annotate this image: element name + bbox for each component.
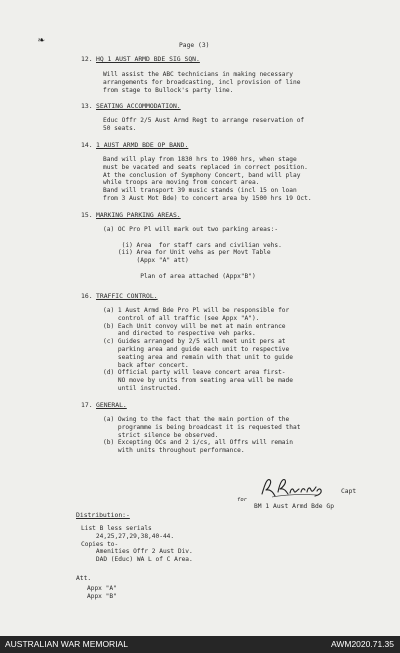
signature-rank: Capt [341,488,357,495]
section-heading: MARKING PARKING AREAS. [96,211,181,219]
section-body: Band will play from 1830 hrs to 1900 hrs, when stage must be vacated and seats replaced in correct position. At the conclusion of Symphony Concert, band will play while troops are moving from concert area. Band will transport 39 music stands (incl 15 on loan from 3 Aust Mot Bde) to concert area by 1500 hrs 19 Oct. [103,156,312,202]
distribution-heading: Distribution:- [76,511,130,519]
section-heading: SEATING ACCOMMODATION. [96,102,181,110]
section-body: (a) OC Pro Pl will mark out two parking areas:- (i) Area for staff cars and civilian vehs. (ii) Area for Unit vehs as per Movt Table (Appx "A" att) Plan of area attached (Appx"B") [103,226,282,280]
section-number: 17. [81,401,93,409]
section-body: Educ Offr 2/5 Aust Armd Regt to arrange reservation of 50 seats. [103,117,305,132]
section-number: 16. [81,292,93,300]
section-heading: TRAFFIC CONTROL. [96,292,158,300]
section-body: (a) 1 Aust Armd Bde Pro Pl will be responsible for control of all traffic (see Appx "A"). (b) Each Unit convoy will be met at main entrance and directed to respective veh parks. (c) Guides arranged by 2/5 will meet unit pers at parking area and guide each unit to respective seating area and remain with that unit to guide back after concert. (d) Official party will leave concert area first- NO move by units from seating area will be made until instructed. [103,307,293,392]
handwritten-mark: ❧ [38,33,45,46]
section-number: 15. [81,211,93,219]
section-heading: HQ 1 AUST ARMD BDE SIG SQN. [96,55,200,63]
attachments-body: Appx "A" Appx "B" [87,585,117,600]
distribution-body: List B less serials 24,25,27,29,38,40-44. Copies to- Amenities Offr 2 Aust Div. DAD (Educ) WA L of C Area. [81,525,193,564]
section-number: 13. [81,102,93,110]
section-number: 14. [81,141,93,149]
section-heading: GENERAL. [96,401,127,409]
footer-institution: AUSTRALIAN WAR MEMORIAL [5,639,128,649]
section-body: (a) Owing to the fact that the main portion of the programme is being broadcast it is requested that strict silence be observed. (b) Excepting OCs and 2 i/cs, all Offrs will remain with units throughout performance. [103,416,301,455]
footer-accession-number: AWM2020.71.35 [331,639,394,649]
section-number: 12. [81,55,93,63]
section-heading: 1 AUST ARMD BDE OP BAND. [96,141,189,149]
section-body: Will assist the ABC technicians in making necessary arrangements for broadcasting, incl provision of line from stage to Bullock's party line. [103,71,301,94]
handwritten-signature [258,474,330,504]
attachments-heading: Att. [76,575,92,582]
archive-footer [0,636,400,653]
page-number: Page (3) [179,42,210,49]
signature-for-mark: for [237,497,247,503]
signature-appointment: BM 1 Aust Armd Bde Gp [254,503,335,510]
